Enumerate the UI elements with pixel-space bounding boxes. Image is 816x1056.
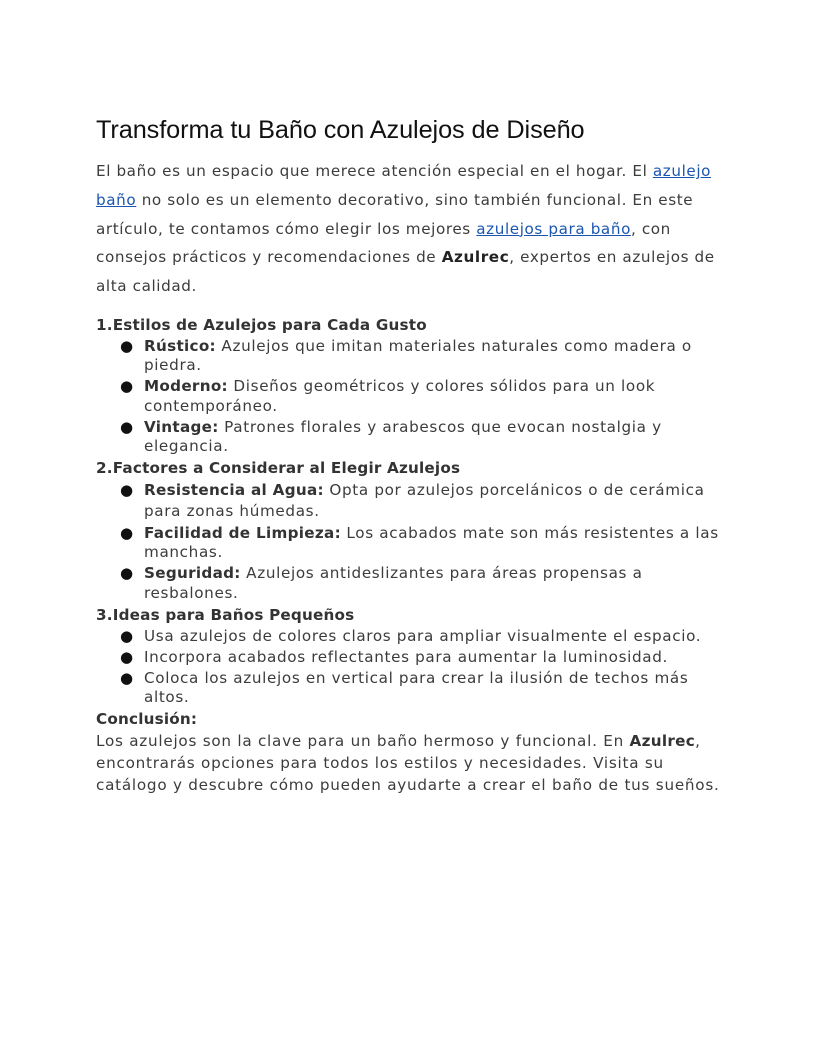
item-label: Resistencia al Agua: — [144, 481, 324, 500]
section-styles — [96, 315, 726, 457]
brand-name: Azulrec — [441, 248, 510, 267]
item-label: Vintage: — [144, 417, 219, 436]
list-item — [96, 564, 726, 603]
intro-text-4: , expertos en azulejos de alta calidad. — [96, 248, 715, 296]
intro-paragraph — [96, 157, 726, 301]
list-item — [96, 377, 726, 416]
item-label: Rústico: — [144, 336, 216, 355]
list-item — [96, 337, 726, 376]
intro-text-3: , con consejos prácticos y recomendaciones de — [96, 219, 671, 267]
intro-text-1: El baño es un espacio que merece atención especial en el hogar. El — [96, 162, 653, 180]
item-label: Seguridad: — [144, 564, 241, 583]
page-title: Transforma tu Baño con Azulejos de Diseño — [96, 116, 585, 144]
item-text: Los acabados mate son más resistentes a las manchas. — [144, 523, 719, 562]
list-item — [96, 669, 726, 708]
conclusion-paragraph — [96, 730, 726, 796]
bullet-icon: ● — [120, 417, 134, 436]
item-label: Facilidad de Limpieza: — [144, 523, 341, 542]
brand-name: Azulrec — [629, 732, 696, 751]
bullet-icon: ● — [120, 336, 134, 355]
section-small-bathrooms — [96, 605, 726, 708]
item-text: Opta por azulejos porcelánicos o de cerámica para zonas húmedas. — [144, 481, 705, 521]
bullet-list — [96, 480, 726, 603]
section-title: 1.Estilos de Azulejos para Cada Gusto — [96, 315, 427, 334]
list-item — [96, 627, 726, 647]
bullet-list — [96, 627, 726, 708]
bullet-icon: ● — [120, 523, 134, 542]
item-text: Azulejos antideslizantes para áreas propensas a resbalones. — [144, 564, 643, 602]
item-text: Azulejos que imitan materiales naturales como madera o piedra. — [144, 336, 692, 375]
link-azulejo-bano[interactable]: azulejo baño — [96, 162, 712, 209]
item-text: Incorpora acabados reflectantes para aumentar la luminosidad. — [144, 647, 669, 666]
conclusion-text-2: , encontrarás opciones para todos los estilos y necesidades. Visita su catálogo y descubre cómo pueden ayudarte a crear el baño de tus sueños. — [96, 732, 720, 795]
link-azulejos-para-bano[interactable]: azulejos para baño — [476, 219, 631, 238]
conclusion-title: Conclusión: — [96, 710, 198, 729]
list-item — [96, 418, 726, 457]
item-text: Patrones florales y arabescos que evocan nostalgia y elegancia. — [144, 417, 662, 456]
section-title: 2.Factores a Considerar al Elegir Azulejos — [96, 459, 461, 478]
bullet-icon: ● — [120, 647, 134, 666]
item-text: Usa azulejos de colores claros para ampliar visualmente el espacio. — [144, 626, 702, 645]
item-text: Coloca los azulejos en vertical para crear la ilusión de techos más altos. — [144, 668, 689, 707]
bullet-list — [96, 337, 726, 457]
item-label: Moderno: — [144, 377, 228, 396]
list-item — [96, 648, 726, 668]
bullet-icon: ● — [120, 626, 134, 645]
item-text: Diseños geométricos y colores sólidos para un look contemporáneo. — [144, 377, 656, 415]
bullet-icon: ● — [120, 481, 134, 500]
list-item — [96, 524, 726, 563]
bullet-icon: ● — [120, 564, 134, 583]
section-title: 3.Ideas para Baños Pequeños — [96, 605, 355, 624]
section-factors — [96, 458, 726, 603]
intro-text-2: no solo es un elemento decorativo, sino también funcional. En este artículo, te contamos cómo elegir los mejores — [96, 190, 694, 238]
bullet-icon: ● — [120, 377, 134, 396]
list-item — [96, 480, 726, 522]
conclusion-text-1: Los azulejos son la clave para un baño hermoso y funcional. En — [96, 732, 630, 751]
document-body — [96, 113, 726, 796]
bullet-icon: ● — [120, 668, 134, 687]
